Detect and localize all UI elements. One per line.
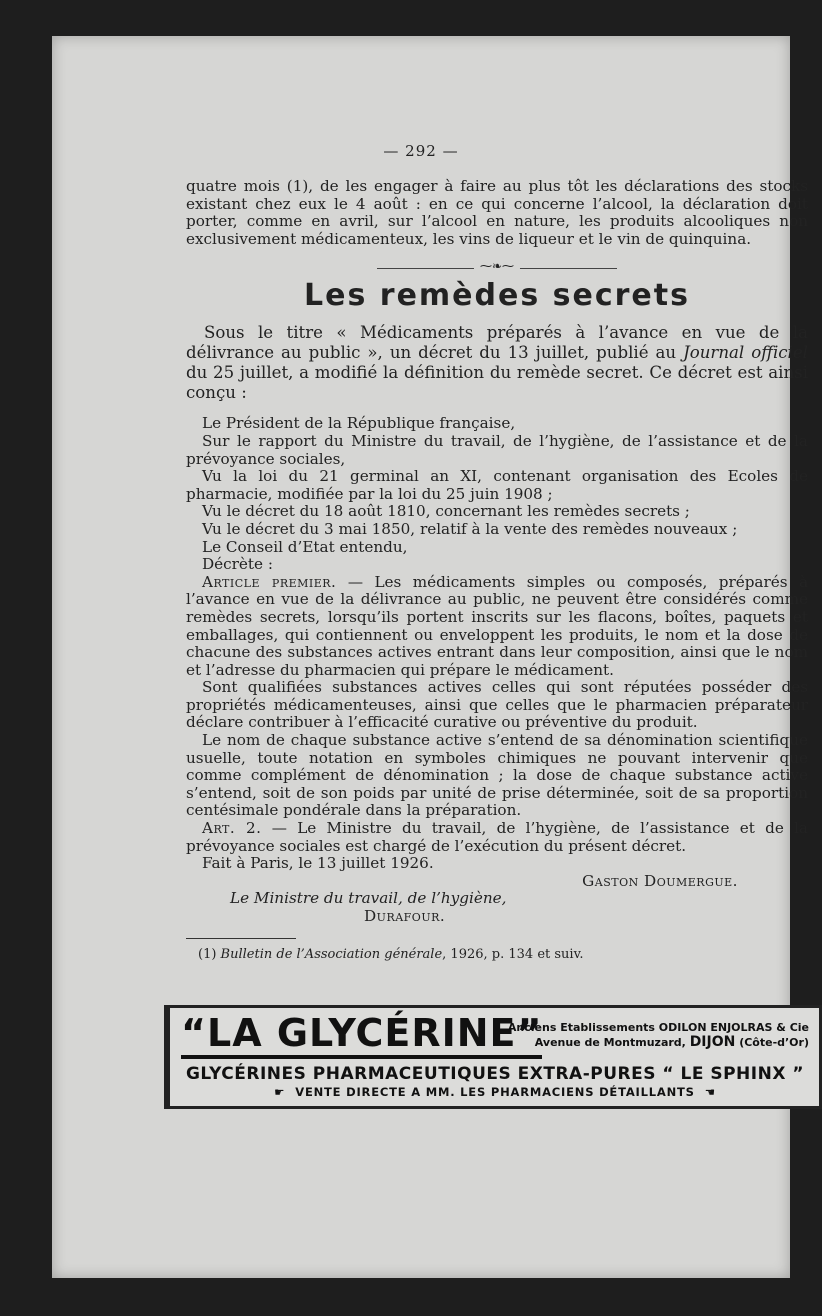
article-1: Article premier. — Les médicaments simples ou composés, préparés à l’avance en vue de la délivrance au public, ne peuvent être considérés comme remèdes secrets, lorsqu’ils portent inscrits sur les flacons, boîtes, paquets et emballages, qui contiennent ou enveloppent les produits, le nom et la dose de chacune des substances actives entrant dans leur composition, ainsi que le nom et l’adresse du pharmacien qui prépare le médicament. xyxy=(186,572,808,679)
article-2: Art. 2. — Le Ministre du travail, de l’hygiène, de l’assistance et de la prévoyance sociales est chargé de l’exécution du présent décret. xyxy=(186,819,808,855)
ornament-divider xyxy=(377,259,617,274)
decree-line: Vu le décret du 18 août 1810, concernant les remèdes secrets ; xyxy=(202,502,690,521)
main-text xyxy=(186,323,808,403)
decree-line: Le Président de la République française, xyxy=(202,414,516,433)
decree-line: Le Conseil d’Etat entendu, xyxy=(202,537,408,556)
decree-line: Vu le décret du 3 mai 1850, relatif à la vente des remèdes nouveaux ; xyxy=(202,519,738,538)
ad-sale-line: ☛ VENTE DIRECTE A MM. LES PHARMACIENS DÉTAILLANTS ☚ xyxy=(274,1085,716,1099)
decree-line: Vu la loi du 21 germinal an XI, contenant organisation des Ecoles de pharmacie, modifiée par la loi du 25 juin 1908 ; xyxy=(186,467,808,503)
article-2-label: Art. 2. xyxy=(202,819,262,838)
intro-paragraph: quatre mois (1), de les engager à faire au plus tôt les déclarations des stocks existant chez eux le 4 août : en ce qui concerne l’alcool, la déclaration doit porter, comme en avril, sur l’alcool en nature, les produits alcooliques non exclusivement médicamenteux, les vins de liqueur et le vin de quinquina. xyxy=(186,177,808,248)
ad-company: Anciens Etablissements ODILON ENJOLRAS & Cie Avenue de Montmuzard, DIJON (Côte-d’Or) xyxy=(507,1021,809,1050)
decree xyxy=(186,415,808,925)
qualified-substances-paragraph: Sont qualifiées substances actives celles qui sont réputées posséder des propriétés médicamenteuses, ainsi que celles que le pharmacien préparateur déclare contribuer à l’efficacité curative ou préventive du produit. xyxy=(186,678,808,732)
pointing-hand-left-icon: ☚ xyxy=(704,1085,716,1099)
pointing-hand-right-icon: ☛ xyxy=(274,1085,286,1099)
decree-line: Sur le rapport du Ministre du travail, de l’hygiène, de l’assistance et de la prévoyance sociales, xyxy=(186,431,808,468)
ad-brand: “LA GLYCÉRINE” xyxy=(181,1012,542,1059)
done-at-paris: Fait à Paris, le 13 juillet 1926. xyxy=(202,854,434,873)
lead-paragraph: Sous le titre « Médicaments préparés à l’avance en vue de la délivrance au public », un décret du 13 juillet, publié au Journal officiel du 25 juillet, a modifié la définition du remède secret. Ce décret est ainsi conçu : xyxy=(186,323,808,403)
minister-name: Durafour. xyxy=(364,907,446,925)
ad-products: GLYCÉRINES PHARMACEUTIQUES EXTRA-PURES “ LE SPHINX ” xyxy=(185,1064,805,1084)
ad-border-bar xyxy=(164,1005,170,1109)
advertisement-box xyxy=(164,1005,822,1109)
ornament-icon: ⁓❧⁓ xyxy=(474,260,520,272)
page-content xyxy=(186,178,808,963)
substance-name-paragraph: Le nom de chaque substance active s’entend de sa dénomination scientifique usuelle, toute notation en symboles chimiques ne pouvant intervenir que comme complément de dénomination ; la dose de chaque substance active s’entend, soit de son poids par unité de prise déterminée, soit de sa proportion centésimale pondérale dans la préparation. xyxy=(186,731,808,820)
footnote-rule xyxy=(186,938,296,939)
signature-president: Gaston Doumergue. xyxy=(582,871,738,890)
decree-line: Décrète : xyxy=(202,555,273,574)
footnote: (1) Bulletin de l’Association générale, 1926, p. 134 et suiv. xyxy=(198,946,584,962)
article-1-label: Article premier. xyxy=(202,572,337,591)
book-page xyxy=(52,36,809,1278)
page-number: — 292 — xyxy=(383,142,459,160)
minister-title: Le Ministre du travail, de l’hygiène, xyxy=(230,889,507,908)
section-heading: Les remèdes secrets xyxy=(304,278,690,314)
journal-title: Journal officiel xyxy=(683,343,808,363)
